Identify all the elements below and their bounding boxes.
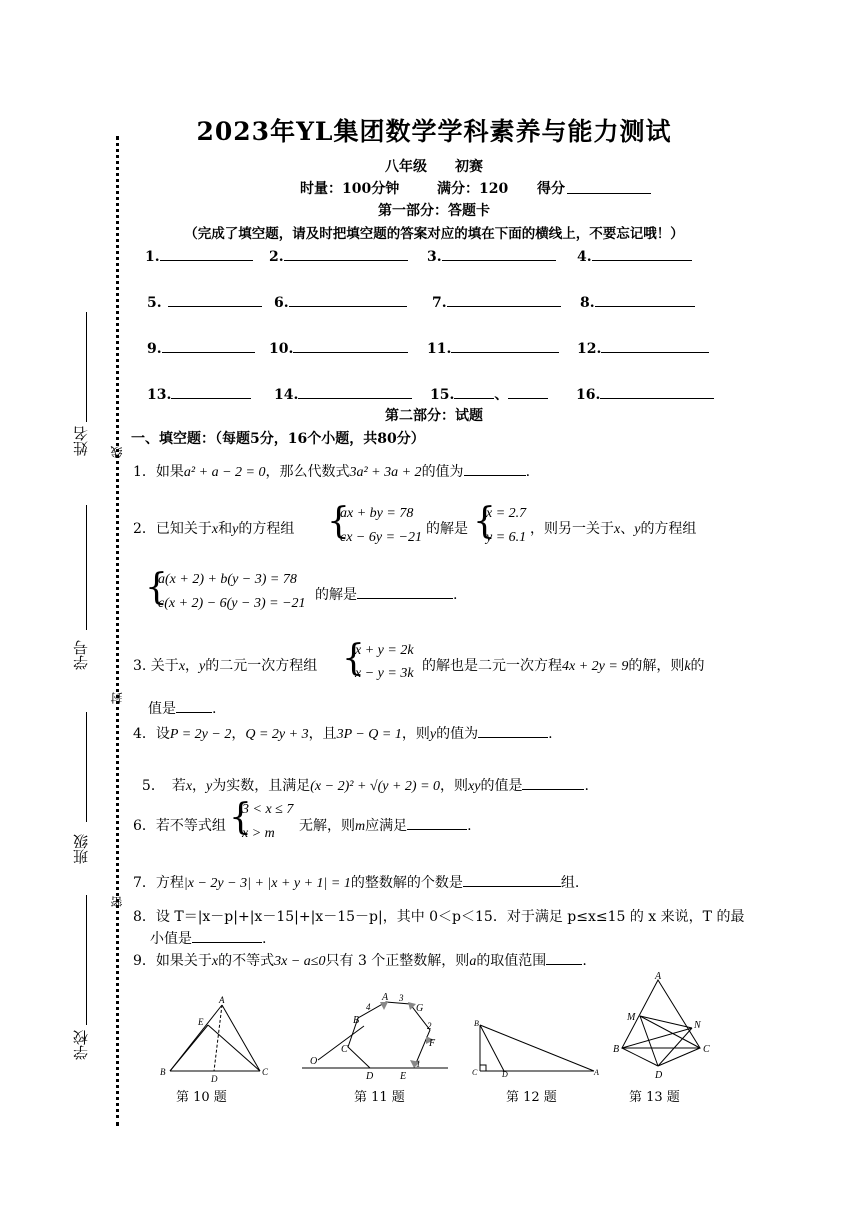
answer-num-7: 7. bbox=[432, 295, 447, 311]
answer-blank-13[interactable] bbox=[171, 384, 251, 399]
fig13-label-B: B bbox=[613, 1044, 620, 1055]
fig12-label-A: A bbox=[594, 1068, 599, 1077]
answer-num-8: 8. bbox=[580, 295, 595, 311]
q1-period: . bbox=[525, 464, 531, 480]
q9-period: . bbox=[582, 953, 587, 969]
figure-12 bbox=[470, 1015, 600, 1077]
q2-brace-3: { bbox=[145, 567, 168, 608]
q6-period: . bbox=[467, 818, 472, 834]
q2-system-b-eq2: c(x + 2) − 6(y − 3) = −21 bbox=[158, 596, 306, 611]
q3-var-k: k bbox=[684, 659, 691, 674]
question-9 bbox=[133, 950, 587, 970]
question-1 bbox=[133, 461, 530, 481]
figure-11 bbox=[298, 990, 450, 1082]
q2-text-c: 的解是 bbox=[426, 521, 468, 537]
answer-num-9: 9. bbox=[147, 341, 162, 357]
q6-var-m: m bbox=[355, 819, 366, 834]
question-8-line2 bbox=[150, 928, 266, 948]
answer-row-8 bbox=[580, 292, 695, 311]
q3-system-eq1: x + y = 2k bbox=[355, 643, 414, 658]
fig13-label-D: D bbox=[655, 1070, 663, 1081]
q2-text-d: ，则另一关于 bbox=[530, 521, 614, 537]
fig13-label-A: A bbox=[655, 971, 662, 982]
figure-12-caption: 第 12 题 bbox=[506, 1090, 557, 1105]
q4-expr-q: Q = 2y + 3 bbox=[245, 727, 309, 742]
school-field-line[interactable] bbox=[86, 895, 87, 1025]
q7-answer-blank[interactable] bbox=[463, 872, 561, 887]
section1-heading: 一、填空题：（每题5分，16个小题，共80分） bbox=[131, 431, 425, 447]
answer-row-7 bbox=[432, 292, 561, 311]
answer-row-6 bbox=[274, 292, 407, 311]
q4-text-e: 的值为 bbox=[436, 726, 479, 742]
q2-text-e: 的方程组 bbox=[640, 521, 697, 537]
q4-text-a: 4．设 bbox=[133, 726, 170, 742]
q3-var-x: x bbox=[178, 659, 186, 674]
q2-comma: 、 bbox=[620, 521, 635, 537]
answer-num-1: 1. bbox=[145, 249, 160, 265]
q4-text-d: ，则 bbox=[401, 726, 430, 742]
q3-system-eq2: x − y = 3k bbox=[355, 666, 414, 681]
answer-row-4 bbox=[577, 246, 692, 265]
fig11-label-B: B bbox=[353, 1015, 360, 1026]
q2-text-a: 2．已知关于 bbox=[133, 521, 212, 537]
grade-round: 八年级 初赛 bbox=[385, 159, 483, 175]
q3-text-b: 的二元一次方程组 bbox=[205, 658, 318, 674]
fig10-label-C: C bbox=[262, 1067, 269, 1077]
q5-var-x: x bbox=[185, 779, 193, 794]
answer-row-13 bbox=[147, 384, 251, 403]
class-field-line[interactable] bbox=[86, 712, 87, 822]
answer-num-12: 12. bbox=[577, 341, 602, 357]
exam-title: 2023年YL集团数学学科素养与能力测试 bbox=[196, 117, 672, 146]
q6-ineq-1: 3 < x ≤ 7 bbox=[242, 802, 294, 817]
fig11-label-3: 3 bbox=[399, 993, 404, 1003]
score-label: 得分 bbox=[537, 181, 565, 197]
answer-row-11 bbox=[427, 338, 559, 357]
q5-answer-blank[interactable] bbox=[522, 775, 584, 790]
answer-row-2 bbox=[269, 246, 408, 265]
seal-char-mi-visible: 密 bbox=[110, 896, 124, 908]
fig11-label-G: G bbox=[416, 1003, 424, 1014]
q2-solution-y: y = 6.1 bbox=[486, 530, 527, 545]
q6-ineq-2: x > m bbox=[242, 826, 275, 841]
answer-num-3: 3. bbox=[427, 249, 442, 265]
q1-text-c: 的值为 bbox=[421, 464, 464, 480]
q5-text-c: ，则 bbox=[440, 778, 469, 794]
q7-text-b: 的整数解的个数是 bbox=[350, 875, 463, 891]
q2-brace-1: { bbox=[327, 501, 350, 542]
q4-expr-p: P = 2y − 2 bbox=[169, 727, 232, 742]
q2-text-and: 和 bbox=[218, 521, 233, 537]
answer-num-13: 13. bbox=[147, 387, 172, 403]
fig12-label-C: C bbox=[472, 1068, 478, 1077]
fig11-label-E: E bbox=[400, 1071, 407, 1082]
q3-text-c: 的解也是二元一次方程 bbox=[422, 658, 562, 674]
q2-text-f: 的解是 bbox=[315, 587, 357, 603]
q8-answer-blank[interactable] bbox=[192, 928, 262, 943]
time-limit: 时量：100分钟 bbox=[300, 181, 400, 197]
fig10-label-A: A bbox=[219, 995, 225, 1005]
score-field[interactable] bbox=[567, 178, 651, 194]
q9-answer-blank[interactable] bbox=[546, 950, 582, 965]
q6-answer-blank[interactable] bbox=[407, 815, 467, 830]
q3-text-d: 的解，则 bbox=[628, 658, 685, 674]
q5-var-y: y bbox=[206, 779, 213, 794]
figure-13-caption: 第 13 题 bbox=[629, 1090, 680, 1105]
question-3-line2 bbox=[148, 698, 216, 718]
answer-blank-2[interactable] bbox=[284, 246, 408, 261]
q2-brace-2: { bbox=[473, 501, 496, 542]
answer-blank-5[interactable] bbox=[168, 292, 262, 307]
answer-num-16: 16. bbox=[576, 387, 601, 403]
q6-text-a: 6．若不等式组 bbox=[133, 818, 226, 834]
answer-row-10 bbox=[269, 338, 408, 357]
answer-num-15: 15. bbox=[430, 387, 455, 403]
fig11-label-1: 1 bbox=[416, 1059, 421, 1069]
fig11-label-4: 4 bbox=[366, 1002, 371, 1012]
figure-13 bbox=[610, 970, 720, 1082]
q3-text-e: 的 bbox=[690, 658, 705, 674]
fig13-label-C: C bbox=[703, 1044, 710, 1055]
question-3-line1b bbox=[422, 655, 705, 675]
q9-var-x: x bbox=[211, 954, 219, 969]
q4-var-y: y bbox=[429, 727, 437, 742]
fig10-label-E: E bbox=[198, 1017, 204, 1027]
q7-text-c: 组. bbox=[560, 875, 580, 891]
seal-char-feng: 封 bbox=[110, 692, 124, 704]
answer-num-14: 14. bbox=[274, 387, 299, 403]
answer-num-10: 10. bbox=[269, 341, 294, 357]
name-label: 姓名 bbox=[72, 426, 90, 456]
answer-num-2: 2. bbox=[269, 249, 284, 265]
fig11-label-F: F bbox=[429, 1038, 436, 1049]
question-6b bbox=[299, 815, 472, 835]
answer-num-5: 5. bbox=[147, 295, 162, 311]
answer-row-15 bbox=[430, 384, 548, 404]
fig12-label-D: D bbox=[502, 1070, 508, 1077]
question-2-line1b bbox=[530, 518, 696, 538]
seal-char-xian: 线 bbox=[110, 446, 124, 458]
q3-period: . bbox=[212, 701, 217, 717]
q2-system-eq1: ax + by = 78 bbox=[340, 506, 414, 521]
answer-row-16 bbox=[576, 384, 714, 403]
figure-10 bbox=[150, 995, 280, 1083]
q2-period: . bbox=[453, 587, 458, 603]
q4-text-b: ，且 bbox=[308, 726, 337, 742]
figure-11-caption: 第 11 题 bbox=[354, 1090, 405, 1105]
answer-row-12 bbox=[577, 338, 709, 357]
q9-text-b: 的不等式 bbox=[218, 953, 275, 969]
fig12-label-B: B bbox=[474, 1019, 479, 1028]
student-id-field-line[interactable] bbox=[86, 505, 87, 630]
fig11-label-D: D bbox=[366, 1071, 374, 1082]
question-5 bbox=[133, 759, 589, 795]
answer-blank-15a[interactable] bbox=[454, 384, 494, 399]
answer-sep-15: 、 bbox=[494, 387, 509, 403]
q4-condition: 3P − Q = 1 bbox=[336, 727, 402, 742]
q5-text-b: 为实数，且满足 bbox=[212, 778, 311, 794]
answer-row-9 bbox=[147, 338, 255, 357]
question-3-line1 bbox=[133, 655, 317, 675]
answer-num-4: 4. bbox=[577, 249, 592, 265]
q2-var-y: y bbox=[232, 522, 239, 537]
answer-blank-7[interactable] bbox=[447, 292, 561, 307]
q5-text-d: 的值是 bbox=[480, 778, 523, 794]
answer-blank-14[interactable] bbox=[298, 384, 412, 399]
q1-text-a: 1．如果 bbox=[133, 464, 184, 480]
fig11-label-C: C bbox=[341, 1044, 348, 1055]
answer-blank-16[interactable] bbox=[600, 384, 714, 399]
q4-sep: ， bbox=[231, 726, 246, 742]
q9-text-a: 9．如果关于 bbox=[133, 953, 212, 969]
answer-blank-10[interactable] bbox=[293, 338, 408, 353]
answer-blank-4[interactable] bbox=[592, 246, 692, 261]
fig13-label-M: M bbox=[627, 1012, 636, 1023]
question-4 bbox=[133, 723, 553, 743]
answer-instruction: （完成了填空题，请及时把填空题的答案对应的填在下面的横线上，不要忘记哦！） bbox=[184, 226, 684, 242]
question-2-line2 bbox=[315, 584, 457, 604]
answer-blank-15b[interactable] bbox=[508, 384, 548, 399]
q9-text-d: 的取值范围 bbox=[476, 953, 547, 969]
q2-system-eq2: cx − 6y = −21 bbox=[340, 530, 422, 545]
fig13-label-N: N bbox=[694, 1020, 701, 1031]
figure-10-caption: 第 10 题 bbox=[176, 1090, 227, 1105]
question-7 bbox=[133, 872, 579, 892]
q1-text-b: ，那么代数式 bbox=[265, 464, 350, 480]
answer-row-5 bbox=[147, 292, 262, 311]
fig11-label-2: 2 bbox=[427, 1021, 432, 1031]
question-2-line1 bbox=[133, 518, 294, 538]
q2-var-x2: x bbox=[614, 522, 621, 537]
q8-text-b: 小值是 bbox=[150, 931, 192, 947]
q3-var-y: y bbox=[199, 659, 206, 674]
q6-text-b: 无解，则 bbox=[299, 818, 355, 834]
full-score: 满分：120 bbox=[437, 181, 509, 197]
q7-equation: |x − 2y − 3| + |x + y + 1| = 1 bbox=[183, 876, 351, 891]
q9-var-a: a bbox=[469, 954, 477, 969]
fig10-label-B: B bbox=[160, 1067, 166, 1077]
fig11-label-A: A bbox=[382, 992, 389, 1003]
school-label: 学校 bbox=[72, 1030, 90, 1060]
answer-blank-3[interactable] bbox=[442, 246, 556, 261]
q5-var-xy: xy bbox=[468, 779, 481, 794]
q3-equation: 4x + 2y = 9 bbox=[562, 659, 629, 674]
q3-answer-blank[interactable] bbox=[176, 698, 212, 713]
answer-blank-11[interactable] bbox=[451, 338, 559, 353]
fig11-label-O: O bbox=[310, 1056, 318, 1067]
q3-text-a: 3. 关于 bbox=[133, 658, 179, 674]
q4-period: . bbox=[548, 726, 553, 742]
q7-text-a: 7．方程 bbox=[133, 875, 184, 891]
answer-num-6: 6. bbox=[274, 295, 289, 311]
part1-heading: 第一部分：答题卡 bbox=[378, 203, 490, 219]
q6-text-c: 应满足 bbox=[365, 818, 408, 834]
student-id-label: 学号 bbox=[72, 640, 90, 670]
q9-inequality: 3x − a≤0 bbox=[274, 954, 326, 969]
answer-blank-12[interactable] bbox=[601, 338, 709, 353]
q2-system-b-eq1: a(x + 2) + b(y − 3) = 78 bbox=[158, 572, 297, 587]
q3-sep: ， bbox=[185, 658, 200, 674]
q5-text-a: 5． 若 bbox=[141, 778, 186, 794]
class-label: 班级 bbox=[72, 834, 90, 864]
q6-brace: { bbox=[229, 797, 252, 838]
q2-var-y2: y bbox=[634, 522, 641, 537]
q3-brace: { bbox=[342, 638, 365, 679]
answer-row-1 bbox=[145, 246, 253, 265]
answer-blank-1[interactable] bbox=[160, 246, 253, 261]
q2-answer-blank[interactable] bbox=[357, 584, 453, 599]
answer-blank-6[interactable] bbox=[289, 292, 407, 307]
answer-blank-9[interactable] bbox=[162, 338, 255, 353]
q2-text-b: 的方程组 bbox=[238, 521, 295, 537]
answer-num-11: 11. bbox=[427, 341, 452, 357]
q1-answer-blank[interactable] bbox=[464, 461, 526, 476]
q5-equation: (x − 2)² + √(y + 2) = 0 bbox=[310, 779, 441, 794]
part2-heading: 第二部分：试题 bbox=[385, 408, 483, 424]
q2-solution-x: x = 2.7 bbox=[486, 506, 527, 521]
answer-blank-8[interactable] bbox=[595, 292, 695, 307]
q5-period: . bbox=[584, 778, 589, 794]
binding-dotted-line bbox=[116, 136, 119, 1126]
q8-line1: 8．设 T＝|x－p|+|x－15|+|x－15－p|，其中 0＜p＜15．对于满足 p≤x≤15 的 x 来说，T 的最 bbox=[133, 909, 745, 925]
q9-text-c: 只有 3 个正整数解，则 bbox=[325, 953, 470, 969]
answer-row-3 bbox=[427, 246, 556, 265]
fig10-label-D: D bbox=[211, 1074, 218, 1083]
answer-row-14 bbox=[274, 384, 412, 403]
q1-expression: 3a² + 3a + 2 bbox=[349, 465, 422, 480]
q8-period: . bbox=[262, 931, 267, 947]
q1-equation: a² + a − 2 = 0 bbox=[183, 465, 266, 480]
q2-var-x: x bbox=[211, 522, 219, 537]
q5-sep: ， bbox=[192, 778, 207, 794]
q4-answer-blank[interactable] bbox=[478, 723, 548, 738]
q3-text-f: 值是 bbox=[148, 701, 176, 717]
